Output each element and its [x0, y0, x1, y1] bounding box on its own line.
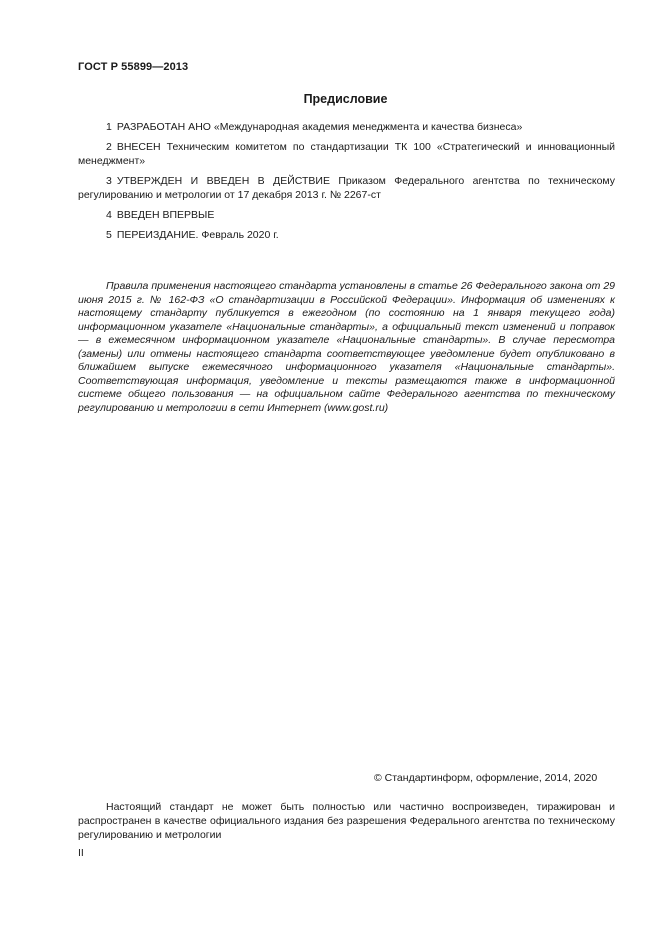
rights-statement: Настоящий стандарт не может быть полностью или частично воспроизведен, тиражирован и распространен в качестве официального издания без разрешения Федерального агентства по техническому регулированию и метрологии	[78, 801, 615, 841]
page-title: Предисловие	[303, 92, 388, 106]
item-number: 5	[106, 229, 112, 241]
item-number: 3	[106, 175, 112, 187]
foreword-item-1	[78, 120, 615, 134]
item-number: 1	[106, 121, 112, 133]
item-text: РАЗРАБОТАН АНО «Международная академия менеджмента и качества бизнеса»	[116, 121, 523, 133]
item-number: 2	[106, 141, 112, 153]
foreword-item-5	[78, 228, 615, 242]
foreword-item-3	[78, 174, 615, 202]
page-number: II	[78, 847, 84, 859]
foreword-items	[78, 120, 615, 248]
document-id: ГОСТ Р 55899—2013	[78, 61, 189, 73]
foreword-item-4	[78, 208, 615, 222]
item-text: ВНЕСЕН Техническим комитетом по стандартизации ТК 100 «Стратегический и инновационный менеджмент»	[78, 141, 615, 167]
item-number: 4	[106, 209, 112, 221]
foreword-item-2	[78, 140, 615, 168]
standard-usage-notice: Правила применения настоящего стандарта установлены в статье 26 Федерального закона от 29 июня 2015 г. № 162-ФЗ «О стандартизации в Российской Федерации». Информация об изменениях к настоящему стандарту публикуется в ежегодном (по состоянию на 1 января текущего года) информационном указателе «Национальные стандарты», а официальный текст изменений и поправок — в ежемесячном информационном указателе «Национальные стандарты». В случае пересмотра (замены) или отмены настоящего стандарта соответствующее уведомление будет опубликовано в ближайшем выпуске ежемесячного информационного указателя «Национальные стандарты». Соответствующая информация, уведомление и тексты размещаются также в информационной системе общего пользования — на официальном сайте Федерального агентства по техническому регулированию и метрологии в сети Интернет (www.gost.ru)	[78, 280, 615, 414]
copyright-line: © Стандартинформ, оформление, 2014, 2020	[374, 772, 598, 784]
item-text: ПЕРЕИЗДАНИЕ. Февраль 2020 г.	[116, 229, 279, 241]
item-text: ВВЕДЕН ВПЕРВЫЕ	[116, 209, 215, 221]
item-text: УТВЕРЖДЕН И ВВЕДЕН В ДЕЙСТВИЕ Приказом Федерального агентства по техническому регулированию и метрологии от 17 декабря 2013 г. № 2267-ст	[78, 175, 615, 201]
